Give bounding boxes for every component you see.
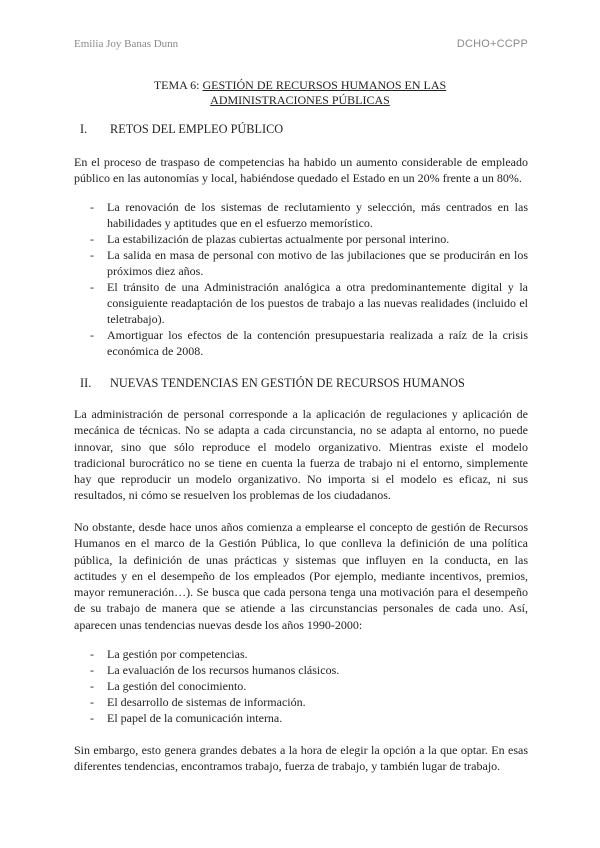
list-item: - Amortiguar los efectos de la contención presupuestaria realizada a raíz de la crisis económica de 2008. xyxy=(90,327,528,359)
list-item: - La salida en masa de personal con motivo de las jubilaciones que se producirán en los próximos diez años. xyxy=(90,247,528,279)
list-item: - La gestión por competencias. xyxy=(90,646,528,662)
list-item: - El desarrollo de sistemas de información. xyxy=(90,694,528,710)
list-item: - La estabilización de plazas cubiertas actualmente por personal interino. xyxy=(90,231,528,247)
list-item: - La gestión del conocimiento. xyxy=(90,678,528,694)
section1-title: RETOS DEL EMPLEO PÚBLICO xyxy=(110,122,284,136)
section1-intro: En el proceso de traspaso de competencias ha habido un aumento considerable de empleado público en las autonomías y local, habiéndose quedado el Estado en un 20% frente a un 80%. xyxy=(74,155,528,186)
list-item: - La evaluación de los recursos humanos clásicos. xyxy=(90,662,528,678)
list-item: - La renovación de los sistemas de reclutamiento y selección, más centrados en las habilidades y aptitudes que en el esfuerzo memorístico. xyxy=(90,199,528,231)
list-item: - El papel de la comunicación interna. xyxy=(90,710,528,726)
title-prefix: TEMA 6 xyxy=(153,78,197,92)
section2-paragraph3: Sin embargo, esto genera grandes debates a la hora de elegir la opción a la que optar. En esas diferentes tendencias, encontramos trabajo, fuerza de trabajo, y también lugar de trabajo. xyxy=(74,743,528,774)
list-item: - El tránsito de una Administración analógica a otra predominantemente digital y la consiguiente readaptación de los puestos de trabajo a las nuevas realidades (incluido el teletrabajo). xyxy=(90,279,528,327)
document-title xyxy=(74,78,526,108)
section2-number: II. xyxy=(80,376,92,390)
section2-paragraph2: No obstante, desde hace unos años comienza a emplearse el concepto de gestión de Recursos Humanos en el marco de la Gestión Pública, lo que conlleva la definición de una política pública, la definición de unas prácticas y sistemas que influyen en la conducta, en las actitudes y en el desempeño de los empleados (Por ejemplo, mediante incentivos, premios, mayor remuneración…). Se busca que cada persona tenga una motivación para el desempeño de su trabajo de manera que se atiende a las circunstancias personales de cada uno. Así, aparecen unas tendencias nuevas desde los años 1990-2000: xyxy=(74,520,528,632)
section1-number: I. xyxy=(80,122,88,136)
header-author: Emilia Joy Banas Dunn xyxy=(74,38,179,50)
section2-paragraph1: La administración de personal corresponde a la aplicación de regulaciones y aplicación de mecánica de técnicas. No se adapta a cada circunstancia, no se adapta al entorno, no puede innovar, sino que sólo reproduce el modelo organizativo. Mientras existe el modelo tradicional burocrático no se tiene en cuenta la fuerza de trabajo ni el entorno, simplemente hay que reproducir un modelo organizativo. No importa si el modelo es eficaz, ni sus resultados, ni cómo se resuelven los problemas de los ciudadanos. xyxy=(74,407,528,503)
section2-title: NUEVAS TENDENCIAS EN GESTIÓN DE RECURSOS HUMANOS xyxy=(110,376,465,390)
header-course: DCHO+CCPP xyxy=(456,38,528,50)
section2-heading xyxy=(74,376,528,391)
title-separator: : xyxy=(196,78,203,92)
title-line1: GESTIÓN DE RECURSOS HUMANOS EN LAS xyxy=(202,78,447,92)
section1-list xyxy=(90,199,528,359)
section1-heading xyxy=(74,122,528,137)
section2-list xyxy=(90,646,528,726)
title-line2: ADMINISTRACIONES PÚBLICAS xyxy=(210,93,390,107)
